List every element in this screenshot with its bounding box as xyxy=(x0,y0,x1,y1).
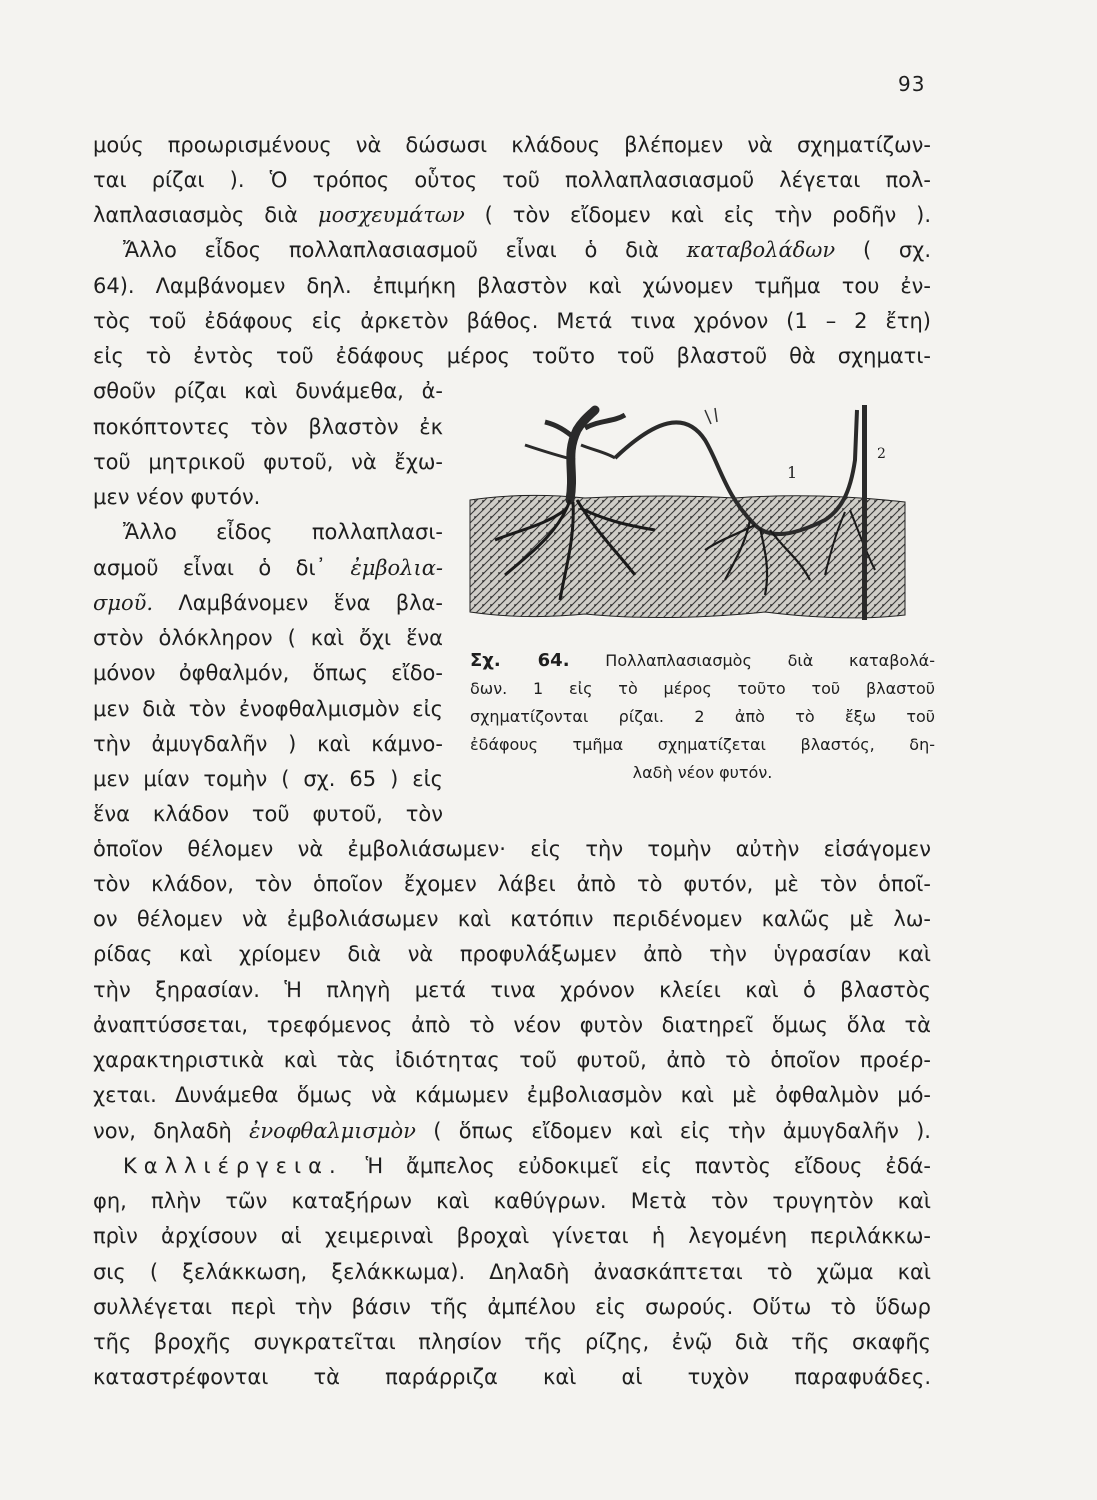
figure-caption-line: λαδὴ νέον φυτόν. xyxy=(632,763,773,782)
italic-term: καταβολάδων xyxy=(686,238,836,262)
text-line: σις ( ξελάκκωση, ξελάκκωμα). Δηλαδὴ ἀνασκάπτεται τὸ χῶμα καὶ xyxy=(93,1260,931,1284)
text-line: τὸν κλάδον, τὸν ὁποῖον ἔχομεν λάβει ἀπὸ τὸ φυτόν, μὲ τὸν ὁποῖ- xyxy=(93,872,931,896)
text-line: συλλέγεται περὶ τὴν βάσιν τῆς ἀμπέλου εἰς σωρούς. Οὕτω τὸ ὕδωρ xyxy=(93,1295,931,1319)
text-line: νον, δηλαδὴ ἐνοφθαλμισμὸν ( ὅπως εἴδομεν καὶ εἰς τὴν ἀμυγδαλῆν ). xyxy=(93,1119,931,1143)
figure-caption-label: Σχ. 64. xyxy=(470,650,570,671)
text-line: μεν νέον φυτόν. xyxy=(93,485,261,509)
text-line: Ἄλλο εἶδος πολλαπλασι- xyxy=(123,520,443,544)
layering-drawing xyxy=(465,400,935,640)
text-line: τοῦ μητρικοῦ φυτοῦ, νὰ ἔχω- xyxy=(93,450,443,474)
text-line: ἀναπτύσσεται, τρεφόμενος ἀπὸ τὸ νέον φυτὸν διατηρεῖ ὅμως ὅλα τὰ xyxy=(93,1013,931,1037)
italic-term: ἐνοφθαλμισμὸν xyxy=(249,1119,416,1143)
figure-label-2: 2 xyxy=(877,446,886,462)
text-line: χεται. Δυνάμεθα ὅμως νὰ κάμωμεν ἐμβολιασμὸν καὶ μὲ ὀφθαλμὸν μό- xyxy=(93,1083,931,1107)
italic-term: μοσχευμάτων xyxy=(317,203,465,227)
text-line: μεν μίαν τομὴν ( σχ. 65 ) εἰς xyxy=(93,767,443,791)
figure-64-layering-illustration xyxy=(465,400,935,640)
text-line: σμοῦ. Λαμβάνομεν ἕνα βλα- xyxy=(93,591,443,615)
section-heading: Καλλιέργεια. xyxy=(123,1154,343,1178)
text-line: εἰς τὸ ἐντὸς τοῦ ἐδάφους μέρος τοῦτο τοῦ βλαστοῦ θὰ σχηματι- xyxy=(93,344,931,368)
italic-term: σμοῦ. xyxy=(93,591,154,615)
page-number: 93 xyxy=(898,72,926,96)
figure-label-1: 1 xyxy=(787,463,798,482)
text-line: ἕνα κλάδον τοῦ φυτοῦ, τὸν xyxy=(93,802,443,826)
text-line: 64). Λαμβάνομεν δηλ. ἐπιμήκη βλαστὸν καὶ χώνομεν τμῆμα του ἐν- xyxy=(93,274,931,298)
figure-caption-line: Σχ. 64. Πολλαπλασιασμὸς διὰ καταβολά- xyxy=(470,650,935,671)
text-line: ται ρίζαι ). Ὁ τρόπος οὗτος τοῦ πολλαπλασιασμοῦ λέγεται πολ- xyxy=(93,168,931,192)
figure-caption-line: δων. 1 εἰς τὸ μέρος τοῦτο τοῦ βλαστοῦ xyxy=(470,679,935,698)
text-line: τὸς τοῦ ἐδάφους εἰς ἀρκετὸν βάθος. Μετά τινα χρόνον (1 – 2 ἔτη) xyxy=(93,309,931,333)
text-line: στὸν ὁλόκληρον ( καὶ ὄχι ἕνα xyxy=(93,626,443,650)
text-line: ον θέλομεν νὰ ἐμβολιάσωμεν καὶ κατόπιν περιδένομεν καλῶς μὲ λω- xyxy=(93,907,931,931)
text-line: σθοῦν ρίζαι καὶ δυνάμεθα, ἀ- xyxy=(93,379,443,403)
text-line: τὴν ξηρασίαν. Ἡ πληγὴ μετά τινα χρόνον κλείει καὶ ὁ βλαστὸς xyxy=(93,978,931,1002)
text-line: μόνον ὀφθαλμόν, ὅπως εἴδο- xyxy=(93,661,443,685)
text-line: ὁποῖον θέλομεν νὰ ἐμβολιάσωμεν· εἰς τὴν τομὴν αὐτὴν εἰσάγομεν xyxy=(93,837,931,861)
text-line: λαπλασιασμὸς διὰ μοσχευμάτων ( τὸν εἴδομεν καὶ εἰς τὴν ροδῆν ). xyxy=(93,203,931,227)
figure-caption-line: σχηματίζονται ρίζαι. 2 ἀπὸ τὸ ἔξω τοῦ xyxy=(470,707,935,726)
text-line: μούς προωρισμένους νὰ δώσωσι κλάδους βλέπομεν νὰ σχηματίζων- xyxy=(93,133,931,157)
figure-caption-line: ἐδάφους τμῆμα σχηματίζεται βλαστός, δη- xyxy=(470,735,935,754)
text-line: ρίδας καὶ χρίομεν διὰ νὰ προφυλάξωμεν ἀπὸ τὴν ὑγρασίαν καὶ xyxy=(93,942,931,966)
text-line: Ἄλλο εἶδος πολλαπλασιασμοῦ εἶναι ὁ διὰ καταβολάδων ( σχ. xyxy=(123,238,931,262)
text-line: πρὶν ἀρχίσουν αἱ χειμεριναὶ βροχαὶ γίνεται ἡ λεγομένη περιλάκκω- xyxy=(93,1224,931,1248)
italic-term: ἐμβολια- xyxy=(350,556,443,580)
text-line: ασμοῦ εἶναι ὁ δι᾿ ἐμβολια- xyxy=(93,556,443,580)
text-line: τὴν ἀμυγδαλῆν ) καὶ κάμνο- xyxy=(93,732,443,756)
text-line: ποκόπτοντες τὸν βλαστὸν ἐκ xyxy=(93,415,443,439)
text-line: Καλλιέργεια. Ἡ ἄμπελος εὐδοκιμεῖ εἰς παντὸς εἴδους ἐδά- xyxy=(123,1154,931,1178)
text-line: χαρακτηριστικὰ καὶ τὰς ἰδιότητας τοῦ φυτοῦ, ἀπὸ τὸ ὁποῖον προέρ- xyxy=(93,1048,931,1072)
text-line: μεν διὰ τὸν ἐνοφθαλμισμὸν εἰς xyxy=(93,697,443,721)
text-line: φη, πλὴν τῶν καταξήρων καὶ καθύγρων. Μετὰ τὸν τρυγητὸν καὶ xyxy=(93,1189,931,1213)
text-line: τῆς βροχῆς συγκρατεῖται πλησίον τῆς ρίζης, ἐνῷ διὰ τῆς σκαφῆς xyxy=(93,1330,931,1354)
text-line: καταστρέφονται τὰ παράρριζα καὶ αἱ τυχὸν παραφυάδες. xyxy=(93,1365,931,1389)
